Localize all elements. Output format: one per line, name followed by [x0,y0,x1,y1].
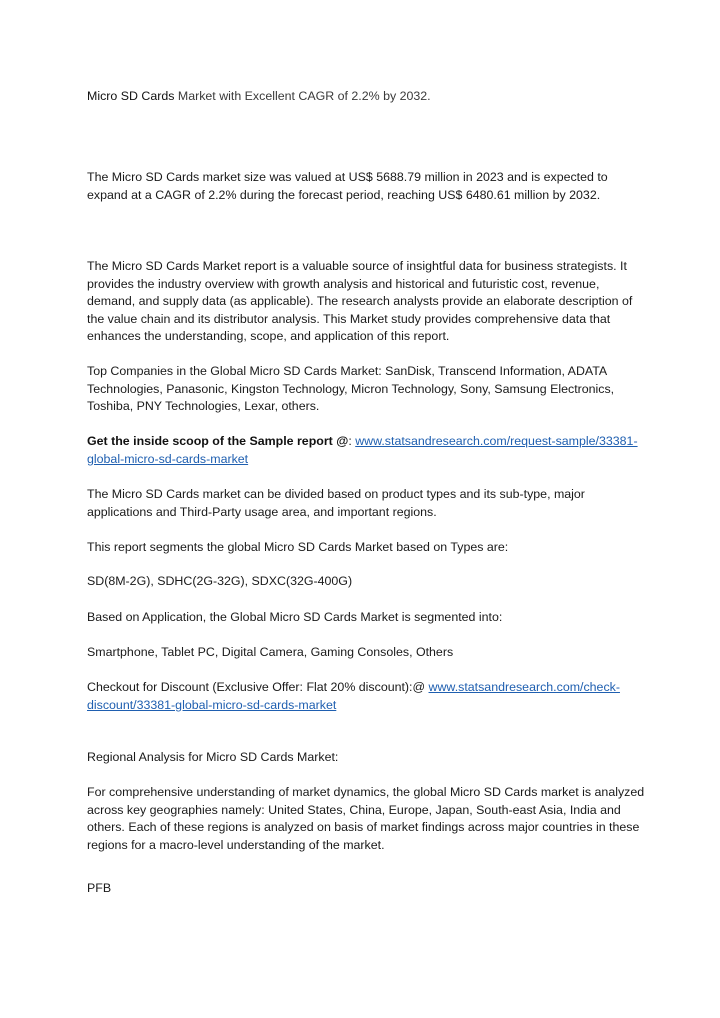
top-companies-paragraph: Top Companies in the Global Micro SD Cards Market: SanDisk, Transcend Information, ADATA Technologies, Panasonic, Kingston Technology, Micron Technology, Sony, Samsung Electronics, Toshiba, PNY Technologies, Lexar, others. [87,364,615,414]
regional-body-paragraph: For comprehensive understanding of market dynamics, the global Micro SD Cards market is analyzed across key geographies namely: United States, China, Europe, Japan, South-east Asia, India and others. Each of these regions is analyzed on basis of market findings across major countries in these regions for a macro-level understanding of the market. [87,785,645,852]
report-value-paragraph: The Micro SD Cards Market report is a valuable source of insightful data for business strategists. It provides the industry overview with growth analysis and historical and futuristic cost, revenue, demand, and supply data (as applicable). The research analysts provide an elaborate description of the value chain and its distributor analysis. This Market study provides comprehensive data that enhances the understanding, scope, and application of this report. [87,259,633,344]
application-list-paragraph: Smartphone, Tablet PC, Digital Camera, Gaming Consoles, Others [87,645,454,659]
discount-link[interactable]: www.statsandresearch.com/check-discount/33381-global-micro-sd-cards-market [87,680,620,712]
application-intro-paragraph: Based on Application, the Global Micro SD Cards Market is segmented into: [87,610,503,624]
sample-report-separator: : [348,434,356,448]
sample-report-paragraph [87,433,647,468]
market-size-paragraph: The Micro SD Cards market size was valued at US$ 5688.79 million in 2023 and is expected to expand at a CAGR of 2.2% during the forecast period, reaching US$ 6480.61 million by 2032. [87,170,608,202]
title-lead: Micro SD Cards [87,89,175,103]
types-intro-paragraph: This report segments the global Micro SD Cards Market based on Types are: [87,540,509,554]
discount-paragraph [87,679,647,714]
sample-report-link[interactable]: www.statsandresearch.com/request-sample/33381-global-micro-sd-cards-market [87,434,638,466]
pfb-text: PFB [87,881,112,895]
market-division-paragraph: The Micro SD Cards market can be divided based on product types and its sub-type, major applications and Third-Party usage area, and important regions. [87,487,585,519]
title-rest: Market with Excellent CAGR of 2.2% by 2032. [174,89,431,103]
types-list-paragraph: SD(8M-2G), SDHC(2G-32G), SDXC(32G-400G) [87,574,353,588]
document-title [87,88,647,106]
sample-report-label: Get the inside scoop of the Sample report @ [87,434,349,448]
discount-label: Checkout for Discount (Exclusive Offer: Flat 20% discount):@ [87,680,429,694]
regional-heading: Regional Analysis for Micro SD Cards Market: [87,750,339,764]
